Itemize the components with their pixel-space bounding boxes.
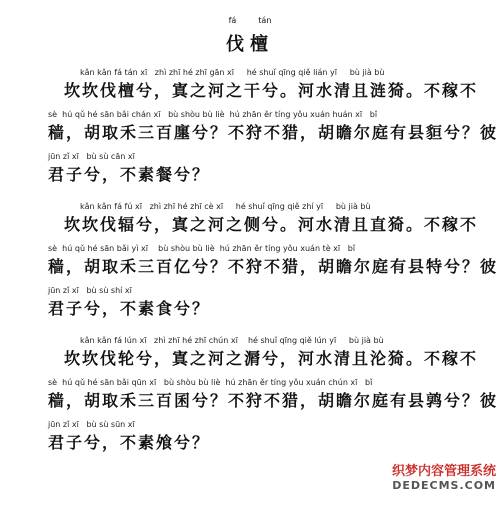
line-text: 坎坎伐轮兮，寘之河之漘兮，河水清且沦猗。不稼不 — [64, 349, 479, 368]
poem-line — [48, 418, 468, 460]
line-text: 穑，胡取禾三百囷兮？不狩不猎，胡瞻尔庭有县鹑兮？彼 — [48, 391, 499, 410]
poem-line — [48, 150, 468, 192]
line-text: 穑，胡取禾三百亿兮？不狩不猎，胡瞻尔庭有县特兮？彼 — [48, 257, 499, 276]
poem-line — [48, 334, 479, 376]
page-title: 伐檀 — [226, 34, 274, 55]
line-pinyin: jūn zǐ xī bù sù cān xī — [48, 152, 135, 161]
line-text: 穑，胡取禾三百廛兮？不狩不猎，胡瞻尔庭有县貆兮？彼 — [48, 123, 499, 142]
stanza-3 — [48, 334, 499, 460]
poem-line — [48, 66, 479, 108]
watermark-domain: DEDECMS.COM — [392, 479, 496, 492]
line-text: 君子兮，不素食兮？ — [48, 299, 211, 318]
poem-line — [48, 108, 499, 150]
line-pinyin: jūn zǐ xī bù sù sūn xī — [48, 420, 135, 429]
line-pinyin: kǎn kǎn fá tán xī zhì zhī hé zhī gān xī hé shuǐ qīng qiě lián yī bù jià bù — [80, 68, 385, 77]
line-pinyin: kǎn kǎn fá lún xī zhì zhī hé zhī chún xī hé shuǐ qīng qiě lún yī bù jià bù — [80, 336, 384, 345]
line-text: 坎坎伐檀兮，寘之河之干兮。河水清且涟猗。不稼不 — [64, 81, 479, 100]
line-pinyin: sè hú qǔ hé sān bǎi qūn xī bù shòu bù liè hú zhān ěr tíng yǒu xuán chún xī bǐ — [48, 378, 373, 387]
stanza-1 — [48, 66, 499, 192]
watermark — [392, 460, 496, 492]
title-pinyin-1: fá — [228, 16, 237, 25]
line-text: 坎坎伐辐兮，寘之河之侧兮。河水清且直猗。不稼不 — [64, 215, 479, 234]
poem-line — [48, 200, 479, 242]
stanza-2 — [48, 200, 499, 326]
line-pinyin: kǎn kǎn fá fú xī zhì zhī hé zhī cè xī hé shuǐ qīng qiě zhí yī bù jià bù — [80, 202, 371, 211]
line-text: 君子兮，不素飧兮？ — [48, 433, 211, 452]
watermark-title: 织梦内容管理系统 — [391, 464, 496, 479]
poem-line — [48, 376, 499, 418]
line-pinyin: sè hú qǔ hé sān bǎi chán xī bù shòu bù liè hú zhān ěr tíng yǒu xuán huán xī bǐ — [48, 110, 378, 119]
title-pinyin-2: tán — [258, 16, 272, 25]
poem-line — [48, 284, 468, 326]
poem-body — [48, 66, 499, 468]
title-pinyin — [0, 16, 500, 25]
line-pinyin: jūn zǐ xī bù sù shí xī — [48, 286, 132, 295]
line-pinyin: sè hú qǔ hé sān bǎi yì xī bù shòu bù liè hú zhān ěr tíng yǒu xuán tè xī bǐ — [48, 244, 356, 253]
line-text: 君子兮，不素餐兮？ — [48, 165, 211, 184]
poem-line — [48, 242, 499, 284]
